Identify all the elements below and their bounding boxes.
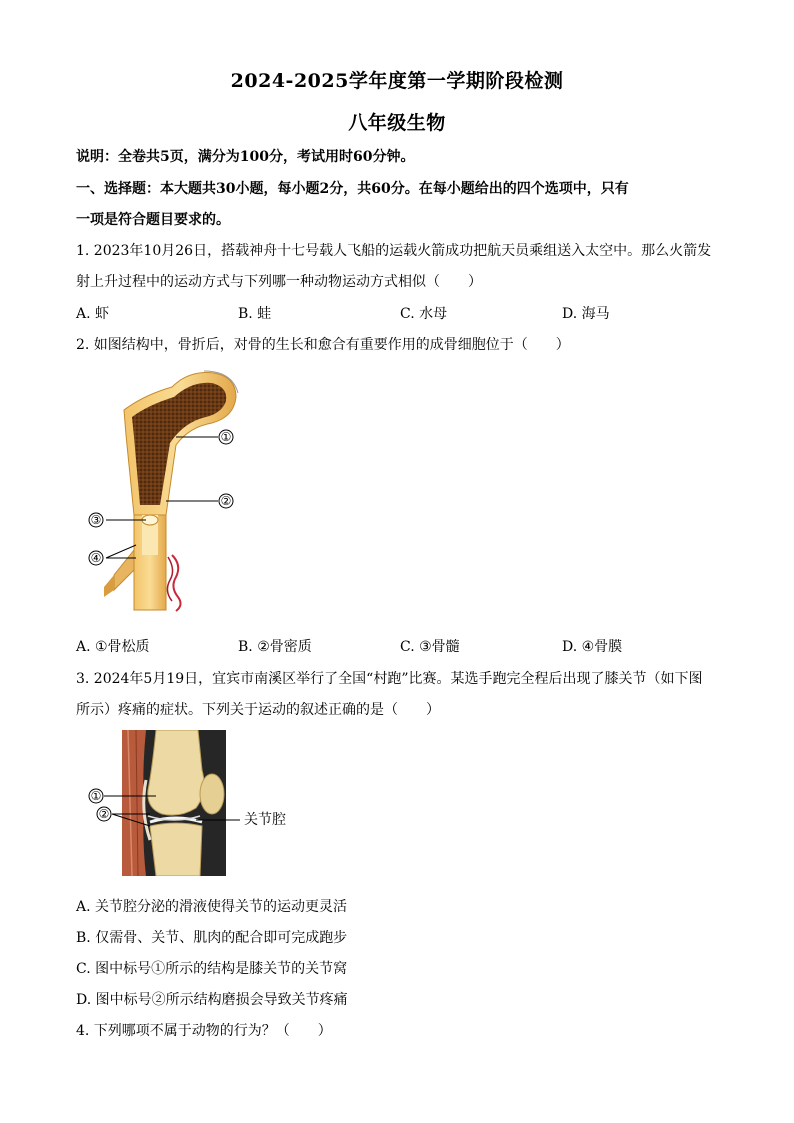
q3-option-b: B. 仅需骨、关节、肌肉的配合即可完成跑步 [76, 930, 348, 946]
long-bone-figure [84, 365, 254, 615]
q3-option-d: D. 图中标号②所示结构磨损会导致关节疼痛 [76, 992, 348, 1008]
q4-stem: 4. 下列哪项不属于动物的行为？（ ） [76, 1023, 332, 1039]
q1-stem-line2: 射上升过程中的运动方式与下列哪一种动物运动方式相似（ ） [76, 274, 482, 290]
q1-stem-line1: 1. 2023年10月26日，搭载神舟十七号载人飞船的运载火箭成功把航天员乘组送入太空中。那么火箭发 [76, 243, 712, 259]
knee-joint-figure [84, 730, 304, 876]
q1-option-d: D. 海马 [562, 306, 610, 322]
bone-label-2: ② [220, 494, 232, 508]
q3-option-c: C. 图中标号①所示的结构是膝关节的关节窝 [76, 961, 348, 977]
q3-stem-line1: 3. 2024年5月19日，宜宾市南溪区举行了全国“村跑”比赛。某选手跑完全程后出现了膝关节（如下图 [76, 671, 703, 687]
bone-label-4: ④ [90, 551, 102, 565]
exam-title: 2024-2025学年度第一学期阶段检测 [230, 70, 564, 92]
joint-cavity-label: 关节腔 [244, 812, 286, 828]
bone-label-3: ③ [90, 513, 102, 527]
q3-option-a: A. 关节腔分泌的滑液使得关节的运动更灵活 [76, 899, 348, 915]
q2-option-b: B. ②骨密质 [238, 639, 312, 655]
q2-option-c: C. ③骨髓 [400, 639, 460, 655]
knee-label-1: ① [90, 789, 102, 803]
q2-option-a: A. ①骨松质 [76, 639, 150, 655]
q3-stem-line2: 所示）疼痛的症状。下列关于运动的叙述正确的是（ ） [76, 702, 440, 718]
exam-subtitle: 八年级生物 [348, 112, 446, 134]
q1-option-a: A. 虾 [76, 306, 110, 322]
section1-line2: 一项是符合题目要求的。 [76, 212, 230, 228]
section1-line1: 一、选择题：本大题共30小题，每小题2分，共60分。在每小题给出的四个选项中，只有 [76, 181, 629, 197]
q1-option-b: B. 蛙 [238, 306, 272, 322]
knee-label-2: ② [98, 807, 110, 821]
instructions: 说明：全卷共5页，满分为100分，考试用时60分钟。 [76, 149, 415, 165]
q1-option-c: C. 水母 [400, 306, 448, 322]
bone-label-1: ① [220, 430, 232, 444]
q2-option-d: D. ④骨膜 [562, 639, 623, 655]
q2-stem: 2. 如图结构中，骨折后，对骨的生长和愈合有重要作用的成骨细胞位于（ ） [76, 337, 570, 353]
